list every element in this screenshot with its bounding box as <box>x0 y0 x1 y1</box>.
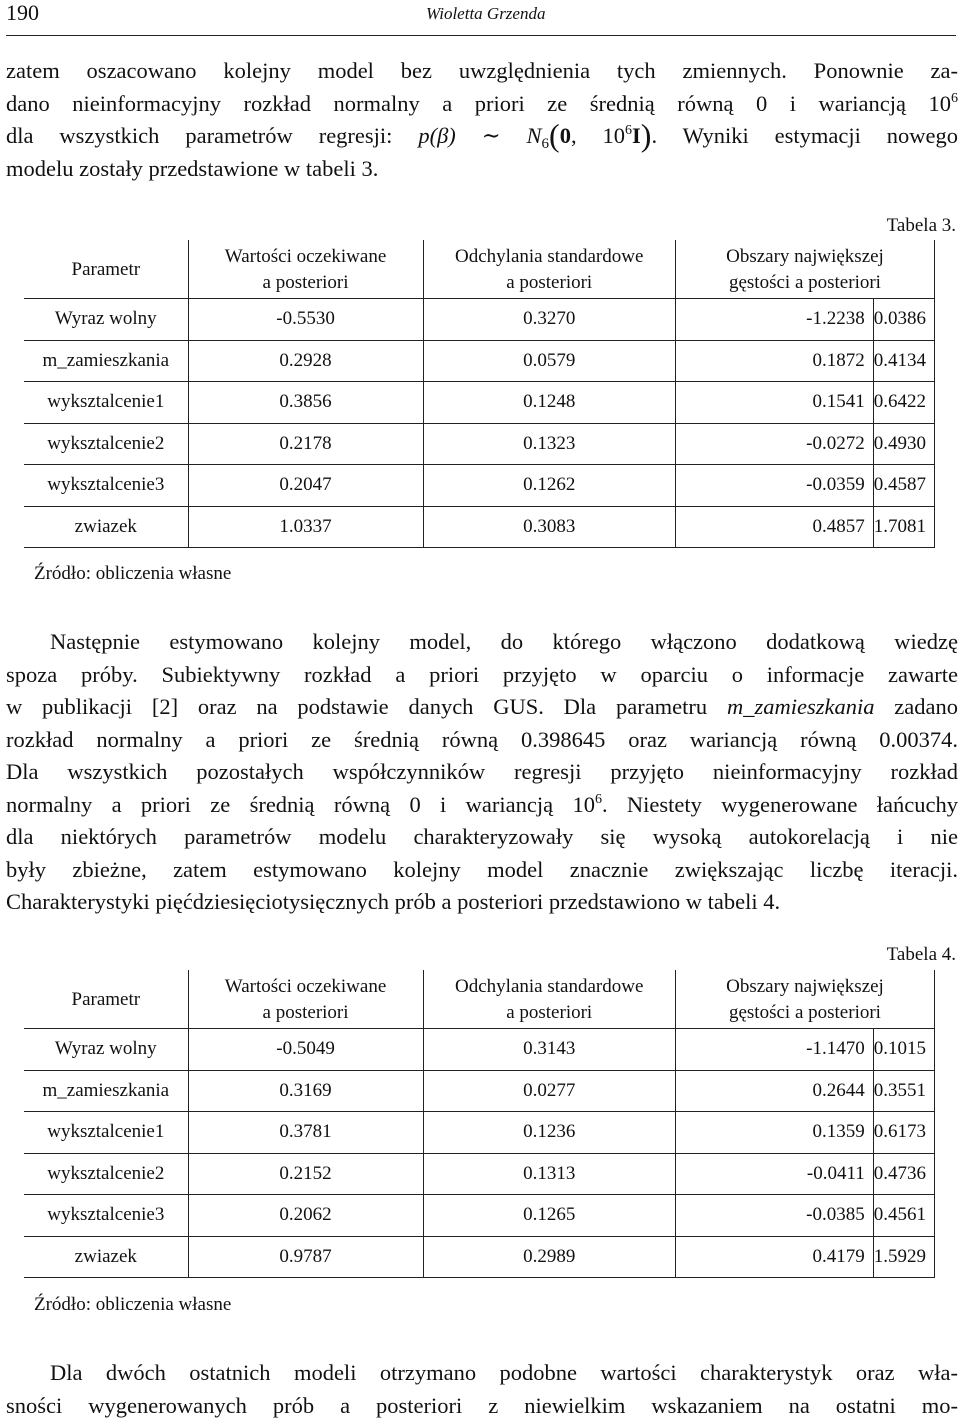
value-cell: 1.5929 <box>873 1236 934 1278</box>
value-cell: 0.2989 <box>423 1236 675 1278</box>
paragraph-line <box>6 117 959 153</box>
value-cell: -1.1470 <box>675 1029 873 1071</box>
subscript: 6 <box>541 136 550 152</box>
math-tilde: ∼ <box>455 123 527 148</box>
param-name-cell: wyksztalcenie2 <box>24 423 188 465</box>
table3-source: Źródło: obliczenia własne <box>34 563 232 584</box>
value-cell: 0.9787 <box>188 1236 423 1278</box>
header-parametr: Parametr <box>24 970 188 1029</box>
value-cell: 0.4857 <box>675 506 873 548</box>
value-cell: 0.4134 <box>873 340 934 382</box>
table-row <box>24 382 935 424</box>
header-expected <box>188 240 423 299</box>
value-cell: 0.3270 <box>423 299 675 341</box>
text-run: zadano <box>874 694 958 719</box>
value-cell: 0.1265 <box>423 1195 675 1237</box>
superscript: 6 <box>594 791 602 807</box>
header-line: a posteriori <box>506 272 593 293</box>
paragraph-line: spoza próby. Subiektywny rozkład a priori przyjęto w oparciu o informacje zawarte <box>6 661 958 687</box>
table-row <box>24 299 935 341</box>
header-line: Obszary największej <box>726 246 884 267</box>
text-run: dano nieinformacyjny rozkład normalny a priori ze średnią równą 0 i wariancją 10 <box>6 90 951 116</box>
param-name-cell: wyksztalcenie1 <box>24 1112 188 1154</box>
header-line: Odchylania standardowe <box>455 976 644 997</box>
table-row <box>24 506 935 548</box>
param-name-cell: Wyraz wolny <box>24 1029 188 1071</box>
header-line: a posteriori <box>262 1002 349 1023</box>
paragraph-line <box>6 88 958 121</box>
superscript: 6 <box>625 123 633 138</box>
value-cell: 0.1248 <box>423 382 675 424</box>
paragraph-line: modelu zostały przedstawione w tabeli 3. <box>6 155 379 181</box>
paragraph-line <box>6 691 958 724</box>
value-cell: 1.0337 <box>188 506 423 548</box>
table4 <box>24 970 935 1278</box>
value-cell: 0.1262 <box>423 465 675 507</box>
math-paren-open: ( <box>549 117 560 153</box>
paragraph-2 <box>6 626 958 919</box>
value-cell: 0.1015 <box>873 1029 934 1071</box>
superscript: 6 <box>951 90 958 106</box>
table3-body <box>24 299 935 548</box>
param-name-cell: wyksztalcenie2 <box>24 1153 188 1195</box>
value-cell: 0.1541 <box>675 382 873 424</box>
value-cell: -1.2238 <box>675 299 873 341</box>
text-run: w publikacji [2] oraz na podstawie danych GUS. Dla parametru <box>6 694 727 719</box>
value-cell: -0.0385 <box>675 1195 873 1237</box>
paragraph-line <box>6 789 958 822</box>
math-identity: I <box>632 123 641 148</box>
header-stddev <box>423 240 675 299</box>
param-name-cell: m_zamieszkania <box>24 1070 188 1112</box>
value-cell: 0.1236 <box>423 1112 675 1154</box>
table-row <box>24 465 935 507</box>
header-line: Wartości oczekiwane <box>224 976 387 997</box>
page-number: 190 <box>6 0 39 25</box>
header-line: a posteriori <box>506 1002 593 1023</box>
value-cell: 0.2152 <box>188 1153 423 1195</box>
paragraph-line: Charakterystyki pięćdziesięciotysięcznych prób a posteriori przedstawiono w tabeli 4. <box>6 889 781 914</box>
value-cell: 0.4930 <box>873 423 934 465</box>
param-name-cell: zwiazek <box>24 1236 188 1278</box>
table3-header-row <box>24 240 935 299</box>
param-name-cell: m_zamieszkania <box>24 340 188 382</box>
value-cell: 0.1323 <box>423 423 675 465</box>
text-run: normalny a priori ze średnią równą 0 i wariancją 10 <box>6 791 595 817</box>
header-hpd <box>675 240 934 299</box>
value-cell: 0.2062 <box>188 1195 423 1237</box>
math-beta: (β) <box>429 123 456 148</box>
text-run: . Wyniki estymacji nowego <box>651 123 959 148</box>
header-line: a posteriori <box>262 272 349 293</box>
math-N: N <box>526 123 542 148</box>
value-cell: 0.2047 <box>188 465 423 507</box>
value-cell: 0.3551 <box>873 1070 934 1112</box>
table-row <box>24 1112 935 1154</box>
math-zero-vector: 0 <box>559 123 571 148</box>
value-cell: 0.4561 <box>873 1195 934 1237</box>
value-cell: 0.1313 <box>423 1153 675 1195</box>
value-cell: 0.3856 <box>188 382 423 424</box>
table4-source: Źródło: obliczenia własne <box>34 1294 232 1315</box>
table3-caption: Tabela 3. <box>886 215 956 236</box>
param-name-cell: wyksztalcenie1 <box>24 382 188 424</box>
table3 <box>24 240 935 548</box>
value-cell: 0.1359 <box>675 1112 873 1154</box>
header-line: gęstości a posteriori <box>728 1002 881 1023</box>
paragraph-3 <box>6 1357 958 1422</box>
value-cell: 0.0277 <box>423 1070 675 1112</box>
value-cell: 0.4587 <box>873 465 934 507</box>
value-cell: -0.0411 <box>675 1153 873 1195</box>
math-ten: , 10 <box>570 123 626 148</box>
value-cell: 0.3143 <box>423 1029 675 1071</box>
value-cell: -0.0272 <box>675 423 873 465</box>
param-name-cell: zwiazek <box>24 506 188 548</box>
header-line: gęstości a posteriori <box>728 272 881 293</box>
value-cell: 0.2644 <box>675 1070 873 1112</box>
header-line: Odchylania standardowe <box>455 246 644 267</box>
value-cell: 0.3083 <box>423 506 675 548</box>
value-cell: 0.2178 <box>188 423 423 465</box>
paragraph-1 <box>6 55 958 185</box>
italic-variable: m_zamieszkania <box>726 694 875 719</box>
running-head-author: Wioletta Grzenda <box>426 4 546 23</box>
value-cell: -0.5049 <box>188 1029 423 1071</box>
header-line: Wartości oczekiwane <box>224 246 387 267</box>
paragraph-line: były zbieżne, zatem estymowano kolejny model znacznie zwiększając liczbę iteracji. <box>6 856 958 882</box>
value-cell: 0.0579 <box>423 340 675 382</box>
value-cell: -0.0359 <box>675 465 873 507</box>
header-expected <box>188 970 423 1029</box>
page-header <box>6 0 956 34</box>
table-row <box>24 1070 935 1112</box>
value-cell: 0.0386 <box>873 299 934 341</box>
paragraph-line: zatem oszacowano kolejny model bez uwzględnienia tych zmiennych. Ponownie za- <box>6 58 958 83</box>
value-cell: -0.5530 <box>188 299 423 341</box>
paragraph-line: sności wygenerowanych prób a posteriori z niewielkim wskazaniem na ostatni mo- <box>6 1392 958 1418</box>
math-p: p <box>418 123 430 148</box>
header-stddev <box>423 970 675 1029</box>
value-cell: 0.3169 <box>188 1070 423 1112</box>
paragraph-line: Dla dwóch ostatnich modeli otrzymano podobne wartości charakterystyk oraz wła- <box>50 1360 958 1385</box>
header-parametr: Parametr <box>24 240 188 299</box>
paragraph-line: dla niektórych parametrów modelu charakteryzowały się wysoką autokorelacją i nie <box>6 824 958 849</box>
text-run: . Niestety wygenerowane łańcuchy <box>601 791 958 817</box>
paragraph-line: Następnie estymowano kolejny model, do którego włączono dodatkową wiedzę <box>50 629 958 654</box>
value-cell: 0.3781 <box>188 1112 423 1154</box>
header-rule <box>6 35 956 36</box>
table-row <box>24 1029 935 1071</box>
table4-header-row <box>24 970 935 1029</box>
table4-caption: Tabela 4. <box>886 944 956 965</box>
value-cell: 0.4736 <box>873 1153 934 1195</box>
math-paren-close: ) <box>640 117 652 153</box>
value-cell: 0.2928 <box>188 340 423 382</box>
table-row <box>24 1153 935 1195</box>
table4-body <box>24 1029 935 1278</box>
header-line: Obszary największej <box>726 976 884 997</box>
table-row <box>24 340 935 382</box>
text-run: dla wszystkich parametrów regresji: <box>6 123 419 148</box>
value-cell: 0.1872 <box>675 340 873 382</box>
paragraph-line: rozkład normalny a priori ze średnią równą 0.398645 oraz wariancją równą 0.00374. <box>6 726 958 752</box>
value-cell: 1.7081 <box>873 506 934 548</box>
value-cell: 0.6173 <box>873 1112 934 1154</box>
table-row <box>24 423 935 465</box>
value-cell: 0.6422 <box>873 382 934 424</box>
paragraph-line: Dla wszystkich pozostałych współczynników regresji przyjęto nieinformacyjny rozkład <box>6 759 958 784</box>
param-name-cell: wyksztalcenie3 <box>24 465 188 507</box>
value-cell: 0.4179 <box>675 1236 873 1278</box>
header-hpd <box>675 970 934 1029</box>
table-row <box>24 1195 935 1237</box>
param-name-cell: wyksztalcenie3 <box>24 1195 188 1237</box>
param-name-cell: Wyraz wolny <box>24 299 188 341</box>
table-row <box>24 1236 935 1278</box>
